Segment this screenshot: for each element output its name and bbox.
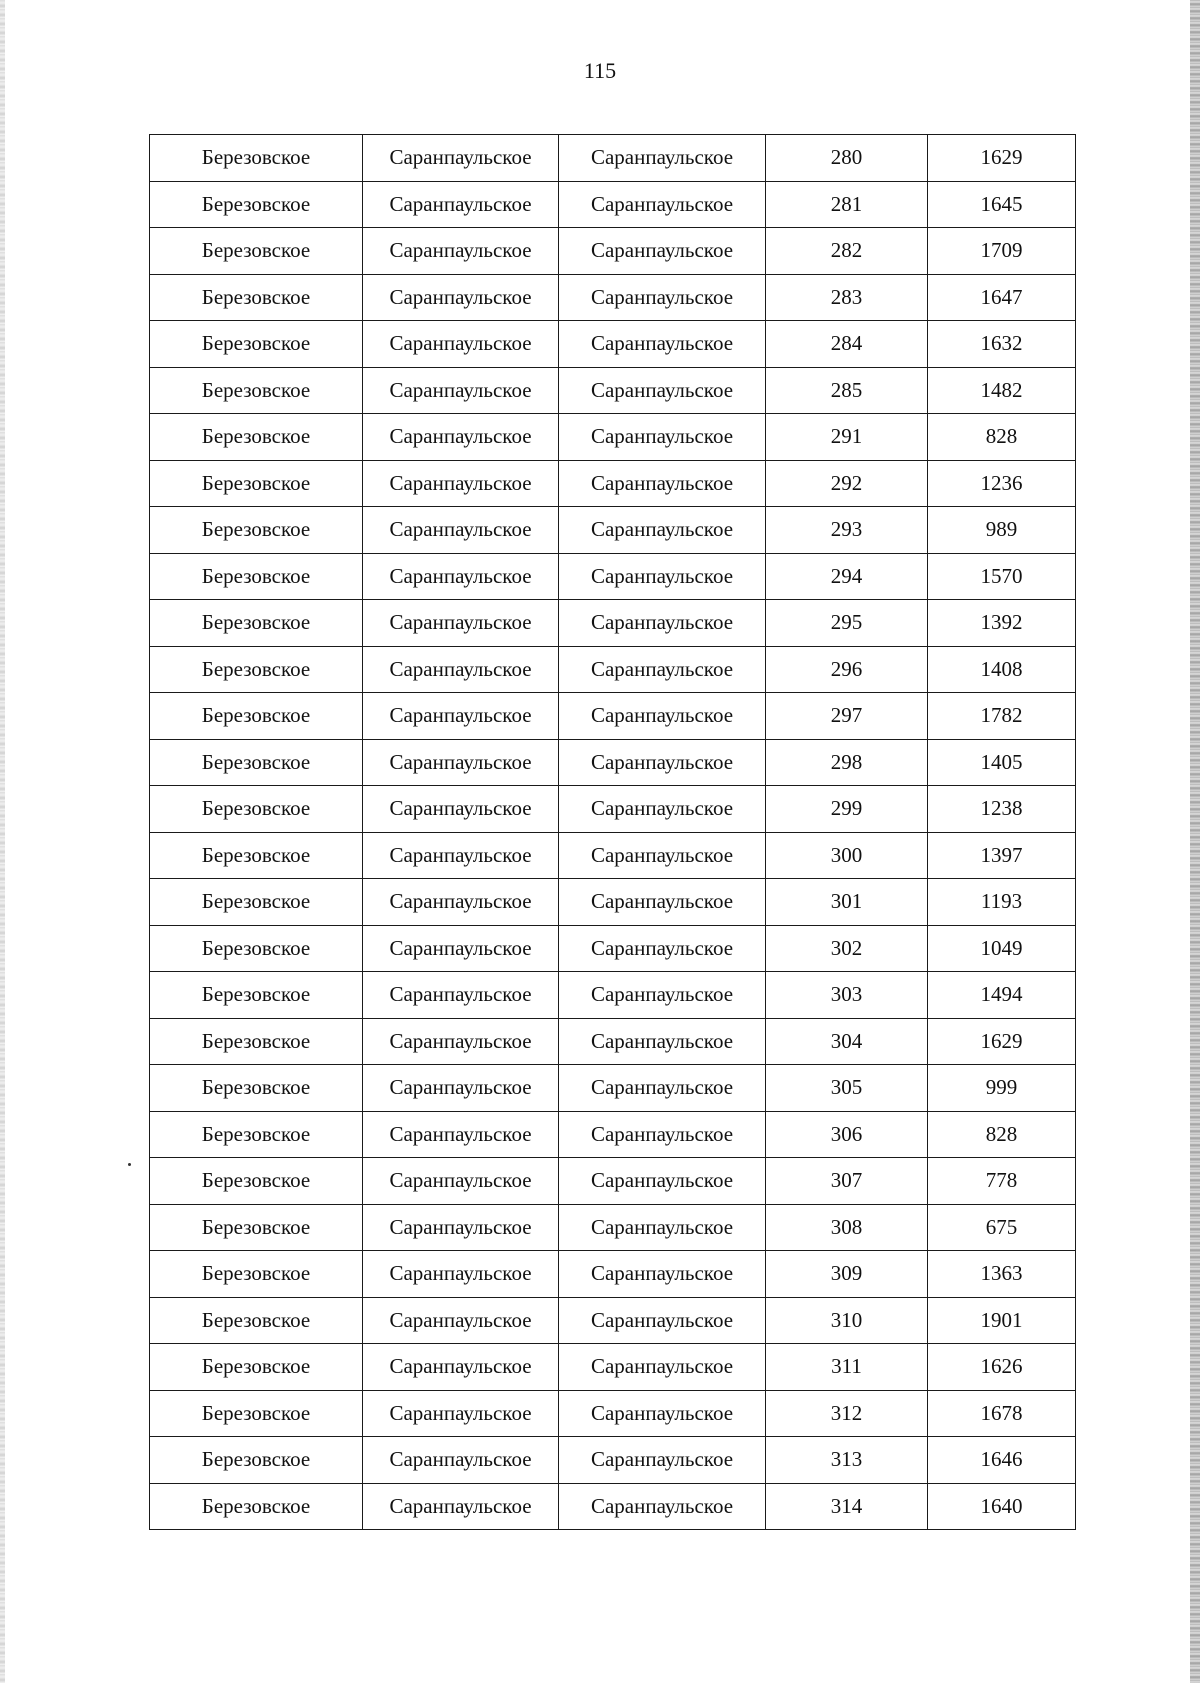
district-cell: Березовское — [150, 274, 363, 321]
quarter-cell: 301 — [766, 879, 928, 926]
quarter-cell: 304 — [766, 1018, 928, 1065]
area-cell: 1570 — [928, 553, 1076, 600]
quarter-cell: 313 — [766, 1437, 928, 1484]
area-cell: 1482 — [928, 367, 1076, 414]
district-cell: Березовское — [150, 1251, 363, 1298]
forestry-cell: Саранпаульское — [559, 1437, 766, 1484]
table-row — [150, 1483, 1076, 1530]
area-cell: 1709 — [928, 228, 1076, 275]
quarter-cell: 292 — [766, 460, 928, 507]
district-cell: Березовское — [150, 228, 363, 275]
scan-edge-right — [1190, 0, 1200, 1683]
forestry-cell: Саранпаульское — [559, 1297, 766, 1344]
table-row — [150, 925, 1076, 972]
page-number: 115 — [583, 58, 617, 83]
settlement-cell: Саранпаульское — [363, 181, 559, 228]
district-cell: Березовское — [150, 879, 363, 926]
table-row — [150, 1204, 1076, 1251]
quarter-cell: 282 — [766, 228, 928, 275]
district-cell: Березовское — [150, 1297, 363, 1344]
forestry-cell: Саранпаульское — [559, 832, 766, 879]
table-row — [150, 1158, 1076, 1205]
quarter-cell: 298 — [766, 739, 928, 786]
quarter-cell: 308 — [766, 1204, 928, 1251]
district-cell: Березовское — [150, 832, 363, 879]
district-cell: Березовское — [150, 925, 363, 972]
district-cell: Березовское — [150, 181, 363, 228]
district-cell: Березовское — [150, 135, 363, 182]
settlement-cell: Саранпаульское — [363, 693, 559, 740]
area-cell: 1629 — [928, 1018, 1076, 1065]
forestry-cell: Саранпаульское — [559, 1111, 766, 1158]
district-cell: Березовское — [150, 1158, 363, 1205]
forestry-cell: Саранпаульское — [559, 367, 766, 414]
area-cell: 1678 — [928, 1390, 1076, 1437]
district-cell: Березовское — [150, 1065, 363, 1112]
quarter-cell: 297 — [766, 693, 928, 740]
district-cell: Березовское — [150, 414, 363, 461]
quarter-cell: 302 — [766, 925, 928, 972]
settlement-cell: Саранпаульское — [363, 1437, 559, 1484]
area-cell: 1632 — [928, 321, 1076, 368]
settlement-cell: Саранпаульское — [363, 1158, 559, 1205]
settlement-cell: Саранпаульское — [363, 879, 559, 926]
quarter-cell: 299 — [766, 786, 928, 833]
quarter-cell: 300 — [766, 832, 928, 879]
forestry-cell: Саранпаульское — [559, 1065, 766, 1112]
table-row — [150, 553, 1076, 600]
forestry-cell: Саранпаульское — [559, 693, 766, 740]
settlement-cell: Саранпаульское — [363, 228, 559, 275]
quarter-cell: 309 — [766, 1251, 928, 1298]
forestry-cell: Саранпаульское — [559, 414, 766, 461]
area-cell: 778 — [928, 1158, 1076, 1205]
settlement-cell: Саранпаульское — [363, 367, 559, 414]
forestry-cell: Саранпаульское — [559, 1158, 766, 1205]
area-cell: 828 — [928, 414, 1076, 461]
forestry-cell: Саранпаульское — [559, 1018, 766, 1065]
quarter-cell: 293 — [766, 507, 928, 554]
forestry-cell: Саранпаульское — [559, 228, 766, 275]
settlement-cell: Саранпаульское — [363, 274, 559, 321]
forestry-cell: Саранпаульское — [559, 274, 766, 321]
table-row — [150, 972, 1076, 1019]
district-cell: Березовское — [150, 1483, 363, 1530]
table-row — [150, 181, 1076, 228]
settlement-cell: Саранпаульское — [363, 972, 559, 1019]
district-cell: Березовское — [150, 1018, 363, 1065]
table-row — [150, 414, 1076, 461]
area-cell: 1494 — [928, 972, 1076, 1019]
area-cell: 999 — [928, 1065, 1076, 1112]
forestry-cell: Саранпаульское — [559, 460, 766, 507]
settlement-cell: Саранпаульское — [363, 414, 559, 461]
quarter-cell: 296 — [766, 646, 928, 693]
table-row — [150, 1111, 1076, 1158]
table-row — [150, 832, 1076, 879]
forestry-cell: Саранпаульское — [559, 600, 766, 647]
table-row — [150, 879, 1076, 926]
forestry-cell: Саранпаульское — [559, 181, 766, 228]
forestry-cell: Саранпаульское — [559, 1344, 766, 1391]
settlement-cell: Саранпаульское — [363, 553, 559, 600]
scan-edge-left — [0, 0, 5, 1683]
quarter-cell: 284 — [766, 321, 928, 368]
forestry-cell: Саранпаульское — [559, 786, 766, 833]
settlement-cell: Саранпаульское — [363, 1297, 559, 1344]
area-cell: 1629 — [928, 135, 1076, 182]
district-cell: Березовское — [150, 600, 363, 647]
forestry-cell: Саранпаульское — [559, 1204, 766, 1251]
area-cell: 1397 — [928, 832, 1076, 879]
district-cell: Березовское — [150, 553, 363, 600]
table-row — [150, 321, 1076, 368]
data-table — [149, 134, 1076, 1530]
district-cell: Березовское — [150, 1390, 363, 1437]
area-cell: 1626 — [928, 1344, 1076, 1391]
district-cell: Березовское — [150, 1111, 363, 1158]
settlement-cell: Саранпаульское — [363, 832, 559, 879]
district-cell: Березовское — [150, 1344, 363, 1391]
quarter-cell: 295 — [766, 600, 928, 647]
forestry-cell: Саранпаульское — [559, 1483, 766, 1530]
area-cell: 1782 — [928, 693, 1076, 740]
quarter-cell: 307 — [766, 1158, 928, 1205]
settlement-cell: Саранпаульское — [363, 1344, 559, 1391]
area-cell: 1640 — [928, 1483, 1076, 1530]
area-cell: 1392 — [928, 600, 1076, 647]
settlement-cell: Саранпаульское — [363, 786, 559, 833]
quarter-cell: 281 — [766, 181, 928, 228]
forestry-cell: Саранпаульское — [559, 646, 766, 693]
area-cell: 1647 — [928, 274, 1076, 321]
settlement-cell: Саранпаульское — [363, 646, 559, 693]
quarter-cell: 294 — [766, 553, 928, 600]
table-row — [150, 135, 1076, 182]
forestry-cell: Саранпаульское — [559, 925, 766, 972]
table-row — [150, 786, 1076, 833]
table-row — [150, 507, 1076, 554]
table-row — [150, 693, 1076, 740]
table-body — [150, 135, 1076, 1530]
quarter-cell: 280 — [766, 135, 928, 182]
district-cell: Березовское — [150, 646, 363, 693]
settlement-cell: Саранпаульское — [363, 1065, 559, 1112]
quarter-cell: 283 — [766, 274, 928, 321]
area-cell: 1049 — [928, 925, 1076, 972]
forestry-cell: Саранпаульское — [559, 739, 766, 786]
settlement-cell: Саранпаульское — [363, 600, 559, 647]
area-cell: 1645 — [928, 181, 1076, 228]
district-cell: Березовское — [150, 693, 363, 740]
district-cell: Березовское — [150, 507, 363, 554]
settlement-cell: Саранпаульское — [363, 1251, 559, 1298]
forestry-cell: Саранпаульское — [559, 972, 766, 1019]
settlement-cell: Саранпаульское — [363, 321, 559, 368]
settlement-cell: Саранпаульское — [363, 1483, 559, 1530]
district-cell: Березовское — [150, 460, 363, 507]
district-cell: Березовское — [150, 1204, 363, 1251]
district-cell: Березовское — [150, 739, 363, 786]
forestry-cell: Саранпаульское — [559, 1251, 766, 1298]
area-cell: 675 — [928, 1204, 1076, 1251]
area-cell: 1236 — [928, 460, 1076, 507]
district-cell: Березовское — [150, 786, 363, 833]
settlement-cell: Саранпаульское — [363, 739, 559, 786]
forestry-cell: Саранпаульское — [559, 879, 766, 926]
area-cell: 1238 — [928, 786, 1076, 833]
quarter-cell: 285 — [766, 367, 928, 414]
table-row — [150, 1344, 1076, 1391]
district-cell: Березовское — [150, 367, 363, 414]
quarter-cell: 306 — [766, 1111, 928, 1158]
quarter-cell: 312 — [766, 1390, 928, 1437]
forestry-cell: Саранпаульское — [559, 553, 766, 600]
table-row — [150, 228, 1076, 275]
district-cell: Березовское — [150, 1437, 363, 1484]
forestry-cell: Саранпаульское — [559, 321, 766, 368]
area-cell: 1408 — [928, 646, 1076, 693]
settlement-cell: Саранпаульское — [363, 1390, 559, 1437]
district-cell: Березовское — [150, 972, 363, 1019]
quarter-cell: 305 — [766, 1065, 928, 1112]
table-row — [150, 1297, 1076, 1344]
area-cell: 1405 — [928, 739, 1076, 786]
table-row — [150, 1390, 1076, 1437]
table-row — [150, 646, 1076, 693]
settlement-cell: Саранпаульское — [363, 507, 559, 554]
table-row — [150, 1251, 1076, 1298]
quarter-cell: 291 — [766, 414, 928, 461]
table-row — [150, 600, 1076, 647]
stray-mark — [128, 1163, 131, 1166]
area-cell: 1646 — [928, 1437, 1076, 1484]
area-cell: 1193 — [928, 879, 1076, 926]
forestry-cell: Саранпаульское — [559, 1390, 766, 1437]
district-cell: Березовское — [150, 321, 363, 368]
settlement-cell: Саранпаульское — [363, 135, 559, 182]
settlement-cell: Саранпаульское — [363, 1204, 559, 1251]
area-cell: 1363 — [928, 1251, 1076, 1298]
settlement-cell: Саранпаульское — [363, 1111, 559, 1158]
forestry-cell: Саранпаульское — [559, 135, 766, 182]
settlement-cell: Саранпаульское — [363, 460, 559, 507]
area-cell: 828 — [928, 1111, 1076, 1158]
quarter-cell: 303 — [766, 972, 928, 1019]
table-row — [150, 367, 1076, 414]
quarter-cell: 310 — [766, 1297, 928, 1344]
settlement-cell: Саранпаульское — [363, 925, 559, 972]
table-row — [150, 1437, 1076, 1484]
table-row — [150, 1018, 1076, 1065]
table-row — [150, 460, 1076, 507]
area-cell: 1901 — [928, 1297, 1076, 1344]
forestry-cell: Саранпаульское — [559, 507, 766, 554]
table-row — [150, 274, 1076, 321]
quarter-cell: 314 — [766, 1483, 928, 1530]
table-row — [150, 1065, 1076, 1112]
quarter-cell: 311 — [766, 1344, 928, 1391]
table-row — [150, 739, 1076, 786]
area-cell: 989 — [928, 507, 1076, 554]
settlement-cell: Саранпаульское — [363, 1018, 559, 1065]
